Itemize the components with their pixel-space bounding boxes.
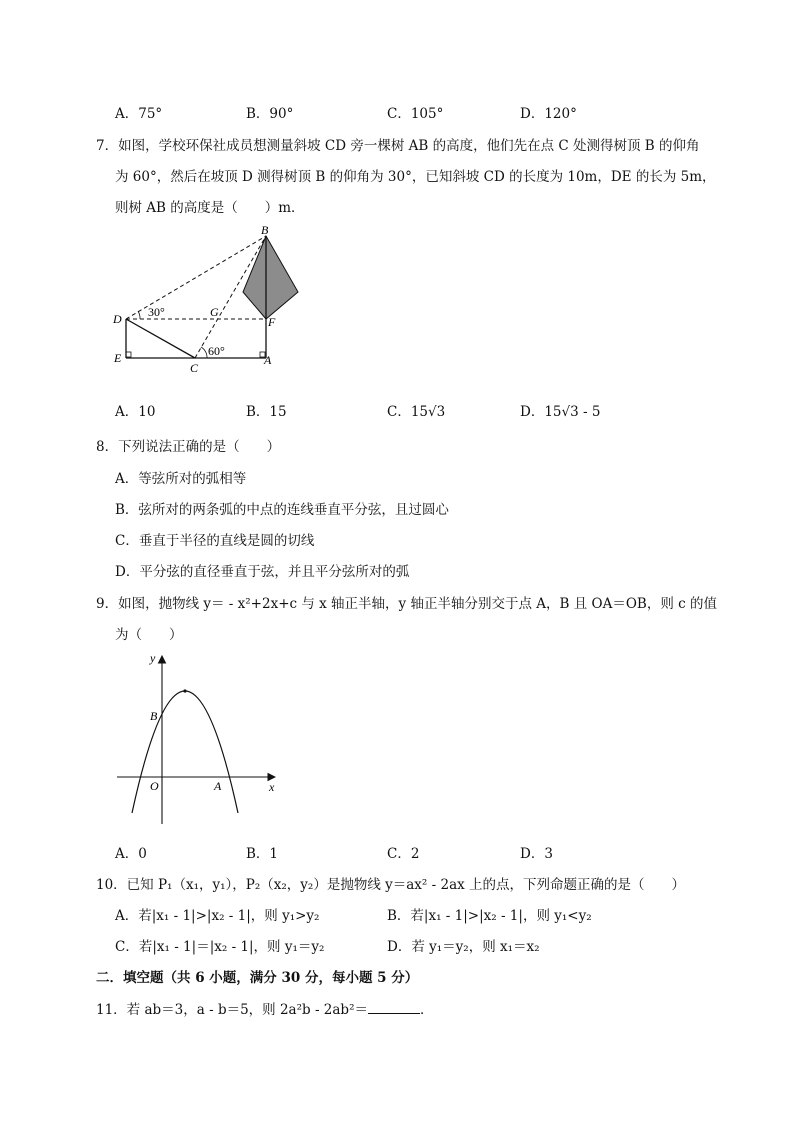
q11-stem: 11．若 ab＝3，a - b＝5，则 2a²b - 2ab²＝ ．: [96, 1002, 434, 1018]
label-o: O: [150, 779, 159, 793]
q8-option-b: B．弦所对的两条弧的中点的连线垂直平分弦，且过圆心: [115, 502, 449, 518]
q8-stem: 8．下列说法正确的是（ ）: [96, 439, 281, 455]
q6-option-d: D．120°: [520, 106, 577, 122]
q7-option-d: D．15√3 - 5: [520, 404, 601, 420]
q10-option-a: A．若|x₁ - 1|>|x₂ - 1|，则 y₁>y₂: [115, 908, 320, 924]
label-g: G: [210, 305, 219, 319]
section-heading: 二．填空题（共 6 小题，满分 30 分，每小题 5 分）: [96, 970, 419, 986]
q10-option-c: C．若|x₁ - 1|＝|x₂ - 1|，则 y₁＝y₂: [115, 939, 325, 955]
label-d: D: [113, 312, 122, 326]
q9-option-a: A．0: [115, 846, 147, 862]
q7-option-c: C．15√3: [387, 404, 446, 420]
q9-figure: [112, 648, 287, 828]
q7-option-a: A．10: [115, 404, 156, 420]
parabola: [132, 691, 238, 813]
q10-option-b: B．若|x₁ - 1|>|x₂ - 1|，则 y₁<y₂: [387, 908, 592, 924]
q6-option-a: A．75°: [115, 106, 163, 122]
q9-stem-line1: 9．如图，抛物线 y＝ - x²+2x+c 与 x 轴正半轴，y 轴正半轴分别交于点 A，B 且 OA＝OB，则 c 的值: [96, 596, 717, 612]
tree-shape: [243, 236, 298, 319]
q6-option-c: C．105°: [387, 106, 444, 122]
label-angle60: 60°: [208, 344, 225, 358]
q7-stem-line2: 为 60°，然后在坡顶 D 测得树顶 B 的仰角为 30°，已知斜坡 CD 的长度为 10m，DE 的长为 5m，: [115, 169, 716, 185]
q7-stem-line1: 7．如图，学校环保社成员想测量斜坡 CD 旁一棵树 AB 的高度，他们先在点 C 处测得树顶 B 的仰角: [96, 138, 700, 154]
q10-option-d: D．若 y₁＝y₂，则 x₁＝x₂: [387, 939, 540, 955]
q10-stem: 10．已知 P₁（x₁，y₁），P₂（x₂，y₂）是抛物线 y＝ax² - 2ax 上的点，下列命题正确的是（ ）: [96, 877, 686, 893]
axis-label-y: y: [150, 651, 156, 665]
label-b: B: [261, 223, 269, 237]
answer-blank: [368, 1001, 420, 1014]
q9-option-d: D．3: [520, 846, 553, 862]
q7-option-b: B．15: [246, 404, 287, 420]
q9-option-b: B．1: [246, 846, 279, 862]
label-b: B: [150, 709, 158, 723]
q8-option-d: D．平分弦的直径垂直于弦，并且平分弦所对的弧: [115, 564, 410, 580]
q8-option-c: C．垂直于半径的直线是圆的切线: [115, 533, 315, 549]
label-a: A: [264, 353, 272, 367]
q7-figure: [108, 222, 308, 382]
q7-stem-line3: 则树 AB 的高度是（ ）m．: [115, 200, 305, 216]
q8-option-a: A．等弦所对的弧相等: [115, 471, 247, 487]
label-f: F: [268, 315, 276, 329]
label-e: E: [114, 351, 122, 365]
label-angle30: 30°: [148, 305, 165, 319]
q6-option-b: B．90°: [246, 106, 294, 122]
axis-label-x: x: [269, 780, 275, 794]
label-a: A: [214, 779, 222, 793]
q9-option-c: C．2: [387, 846, 420, 862]
label-c: C: [190, 361, 199, 375]
q9-stem-line2: 为（ ）: [115, 627, 183, 643]
